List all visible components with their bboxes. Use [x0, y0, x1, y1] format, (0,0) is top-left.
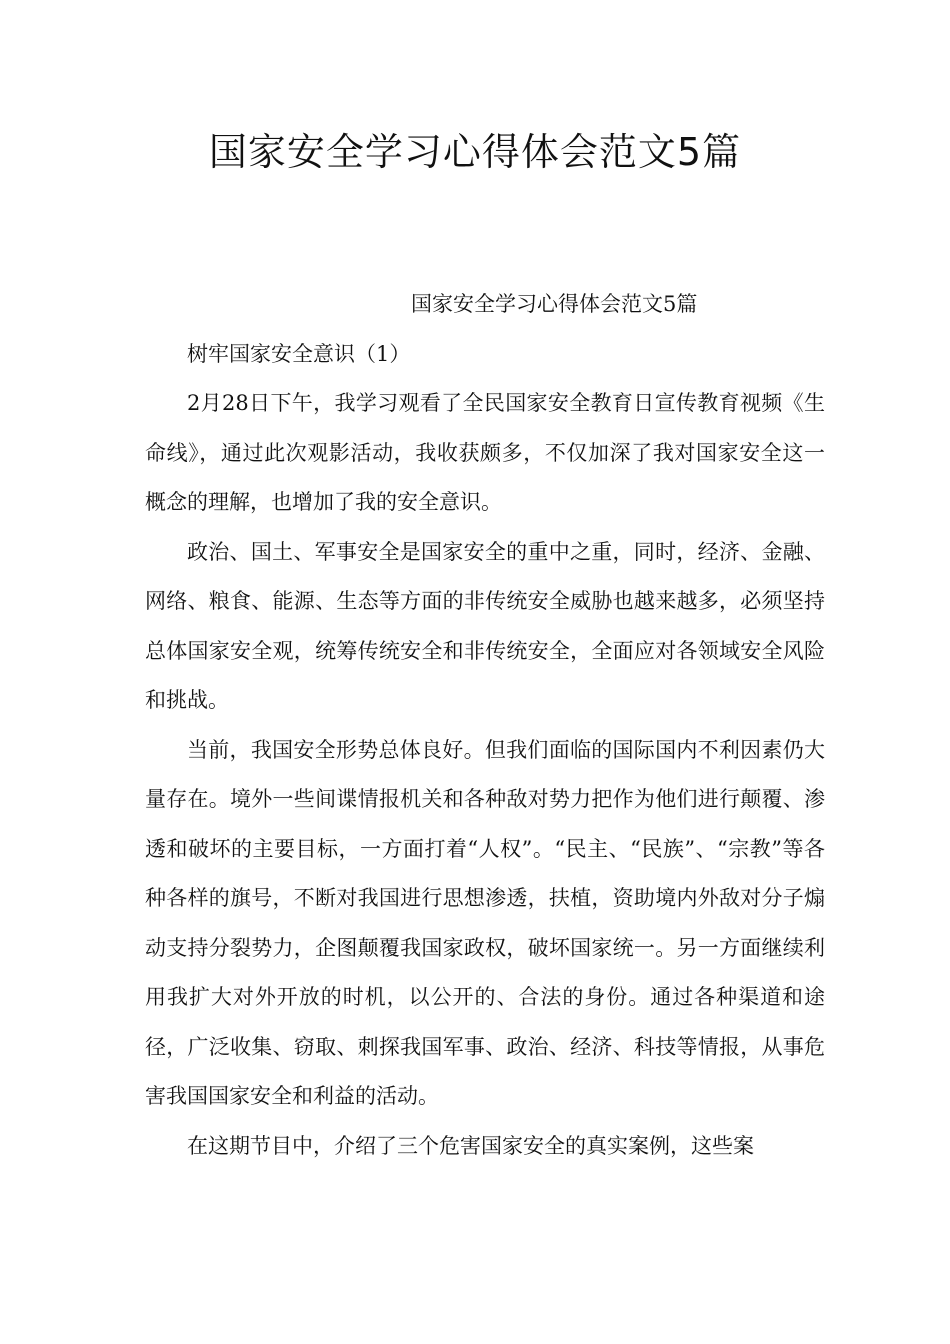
paragraph: 2月28日下午，我学习观看了全民国家安全教育日宣传教育视频《生命线》，通过此次观影活动，我收获颇多，不仅加深了我对国家安全这一概念的理解，也增加了我的安全意识。	[145, 391, 825, 514]
document-title: 国家安全学习心得体会范文5篇	[208, 130, 742, 174]
section-heading: 树牢国家安全意识（1）	[187, 341, 411, 366]
document-subtitle: 国家安全学习心得体会范文5篇	[411, 292, 698, 316]
paragraph: 当前，我国安全形势总体良好。但我们面临的国际国内不利因素仍大量存在。境外一些间谍情报机关和各种敌对势力把作为他们进行颠覆、渗透和破坏的主要目标，一方面打着“人权”。“民主、“民族”、“宗教”等各种各样的旗号，不断对我国进行思想渗透，扶植，资助境内外敌对分子煽动支持分裂势力，企图颠覆我国家政权，破坏国家统一。另一方面继续利用我扩大对外开放的时机，以公开的、合法的身份。通过各种渠道和途径，广泛收集、窃取、刺探我国军事、政治、经济、科技等情报，从事危害我国国家安全和利益的活动。	[145, 737, 825, 1108]
document-body	[145, 280, 825, 1171]
paragraph: 在这期节目中，介绍了三个危害国家安全的真实案例，这些案	[187, 1133, 754, 1158]
paragraph: 政治、国土、军事安全是国家安全的重中之重，同时，经济、金融、网络、粮食、能源、生态等方面的非传统安全威胁也越来越多，必须坚持总体国家安全观，统筹传统安全和非传统安全，全面应对各领域安全风险和挑战。	[145, 539, 825, 712]
